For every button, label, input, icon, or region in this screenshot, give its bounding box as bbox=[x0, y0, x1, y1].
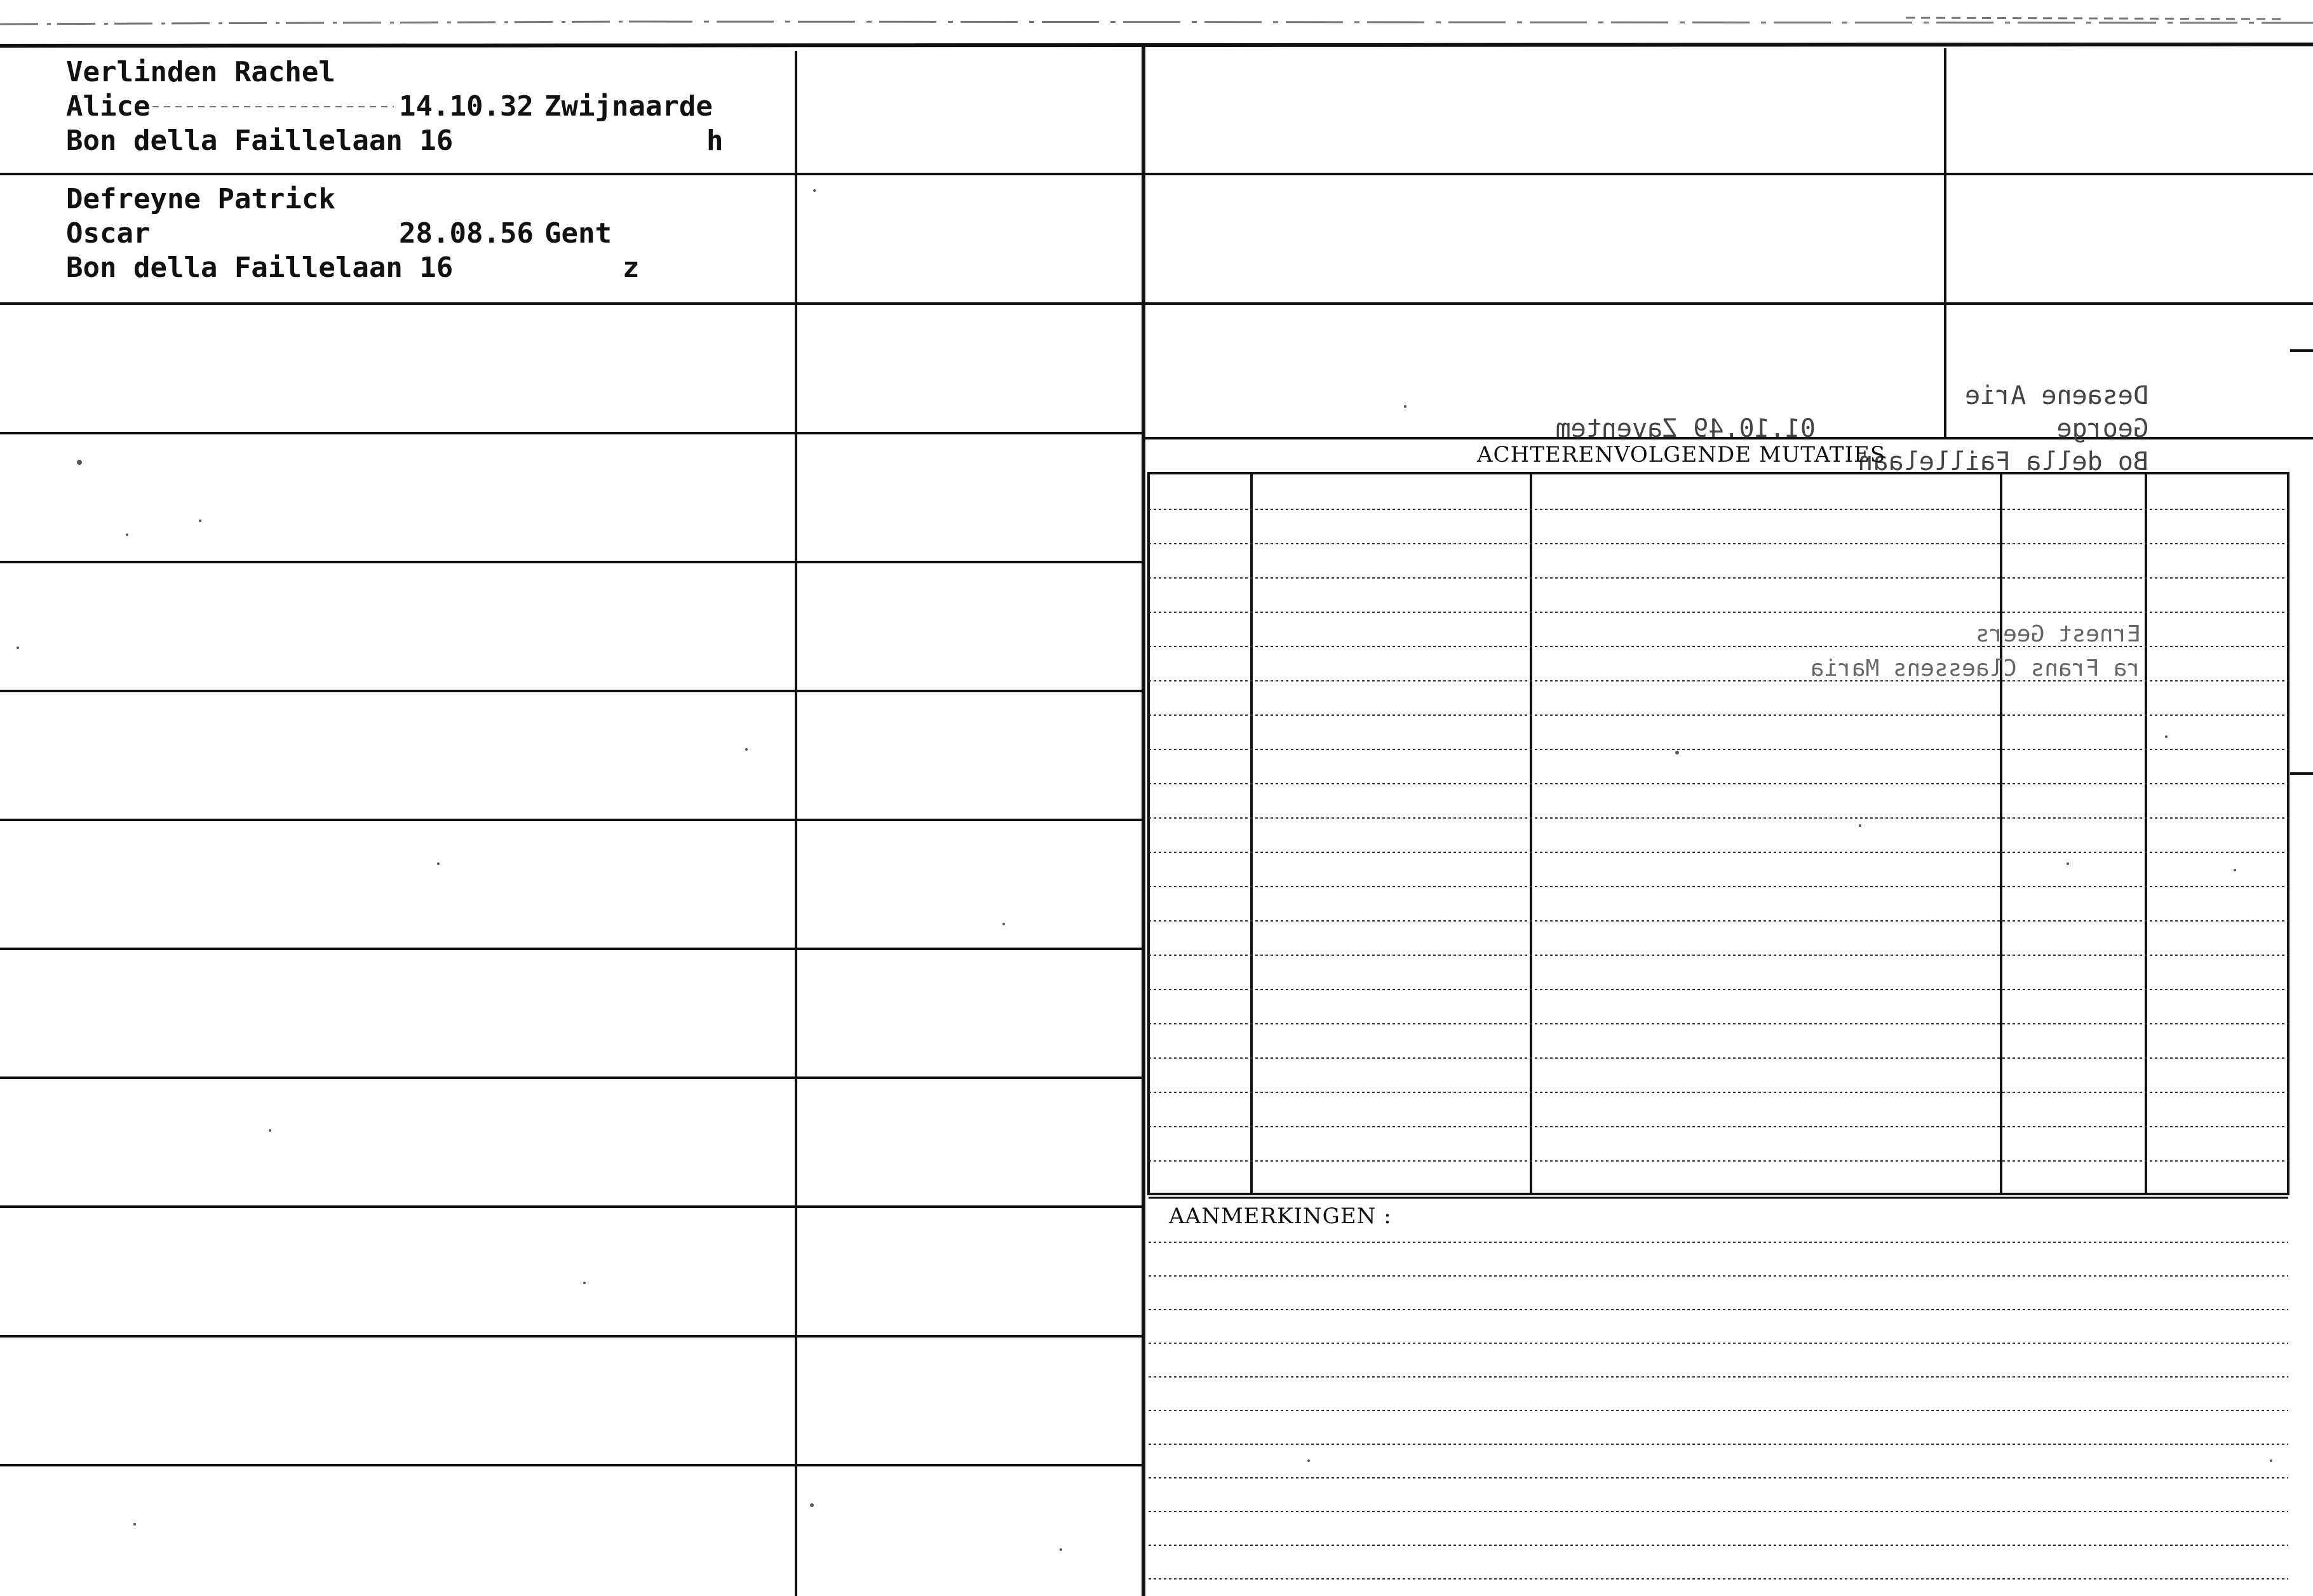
entry-1-birth-place: Zwijnaarde bbox=[544, 90, 713, 123]
entry-1-address: Bon della Faillelaan 16 bbox=[66, 124, 454, 157]
register-entry-2 bbox=[66, 183, 640, 284]
entry-2-birth-place: Gent bbox=[544, 217, 612, 250]
entry-2-given-name: Oscar bbox=[66, 217, 151, 250]
mirrored-stamp-line-1: Desaene Arie bbox=[1965, 381, 2148, 410]
left-row-rules bbox=[0, 174, 1143, 1465]
entry-1-name: Verlinden Rachel bbox=[66, 56, 335, 88]
mirrored-stamp-line-3: Bo della Faillelaan bbox=[1858, 447, 2148, 476]
mutations-heading: ACHTERENVOLGENDE MUTATIES bbox=[1477, 442, 1886, 467]
top-scan-edge bbox=[0, 18, 2313, 24]
entry-2-name: Defreyne Patrick bbox=[66, 183, 335, 215]
faint-line-1: Ernest Geers bbox=[1975, 621, 2141, 647]
mutations-table bbox=[1149, 473, 2288, 1194]
mirrored-stamp-line-2: George bbox=[2056, 414, 2148, 443]
faint-bleed-through bbox=[1811, 621, 2141, 681]
entry-1-birth-date: 14.10.32 bbox=[399, 90, 534, 123]
mirrored-stamp-line-4: 01.10.49 Zaventem bbox=[1555, 414, 1816, 443]
top-rule bbox=[0, 44, 2313, 46]
remarks-dotted-rules bbox=[1149, 1242, 2288, 1579]
entry-2-address: Bon della Faillelaan 16 bbox=[66, 251, 454, 284]
register-entry-1 bbox=[66, 56, 724, 157]
entry-1-given-name: Alice bbox=[66, 90, 151, 123]
entry-1-mark: h bbox=[706, 124, 724, 157]
mutations-dotted-rules bbox=[1149, 509, 2288, 1161]
remarks-area bbox=[1149, 1198, 2288, 1579]
faint-line-2: ra Frans Claessens Maria bbox=[1810, 655, 2141, 681]
entry-2-birth-date: 28.08.56 bbox=[399, 217, 534, 250]
remarks-label: AANMERKINGEN : bbox=[1169, 1204, 1392, 1229]
entry-2-mark: z bbox=[623, 251, 640, 284]
